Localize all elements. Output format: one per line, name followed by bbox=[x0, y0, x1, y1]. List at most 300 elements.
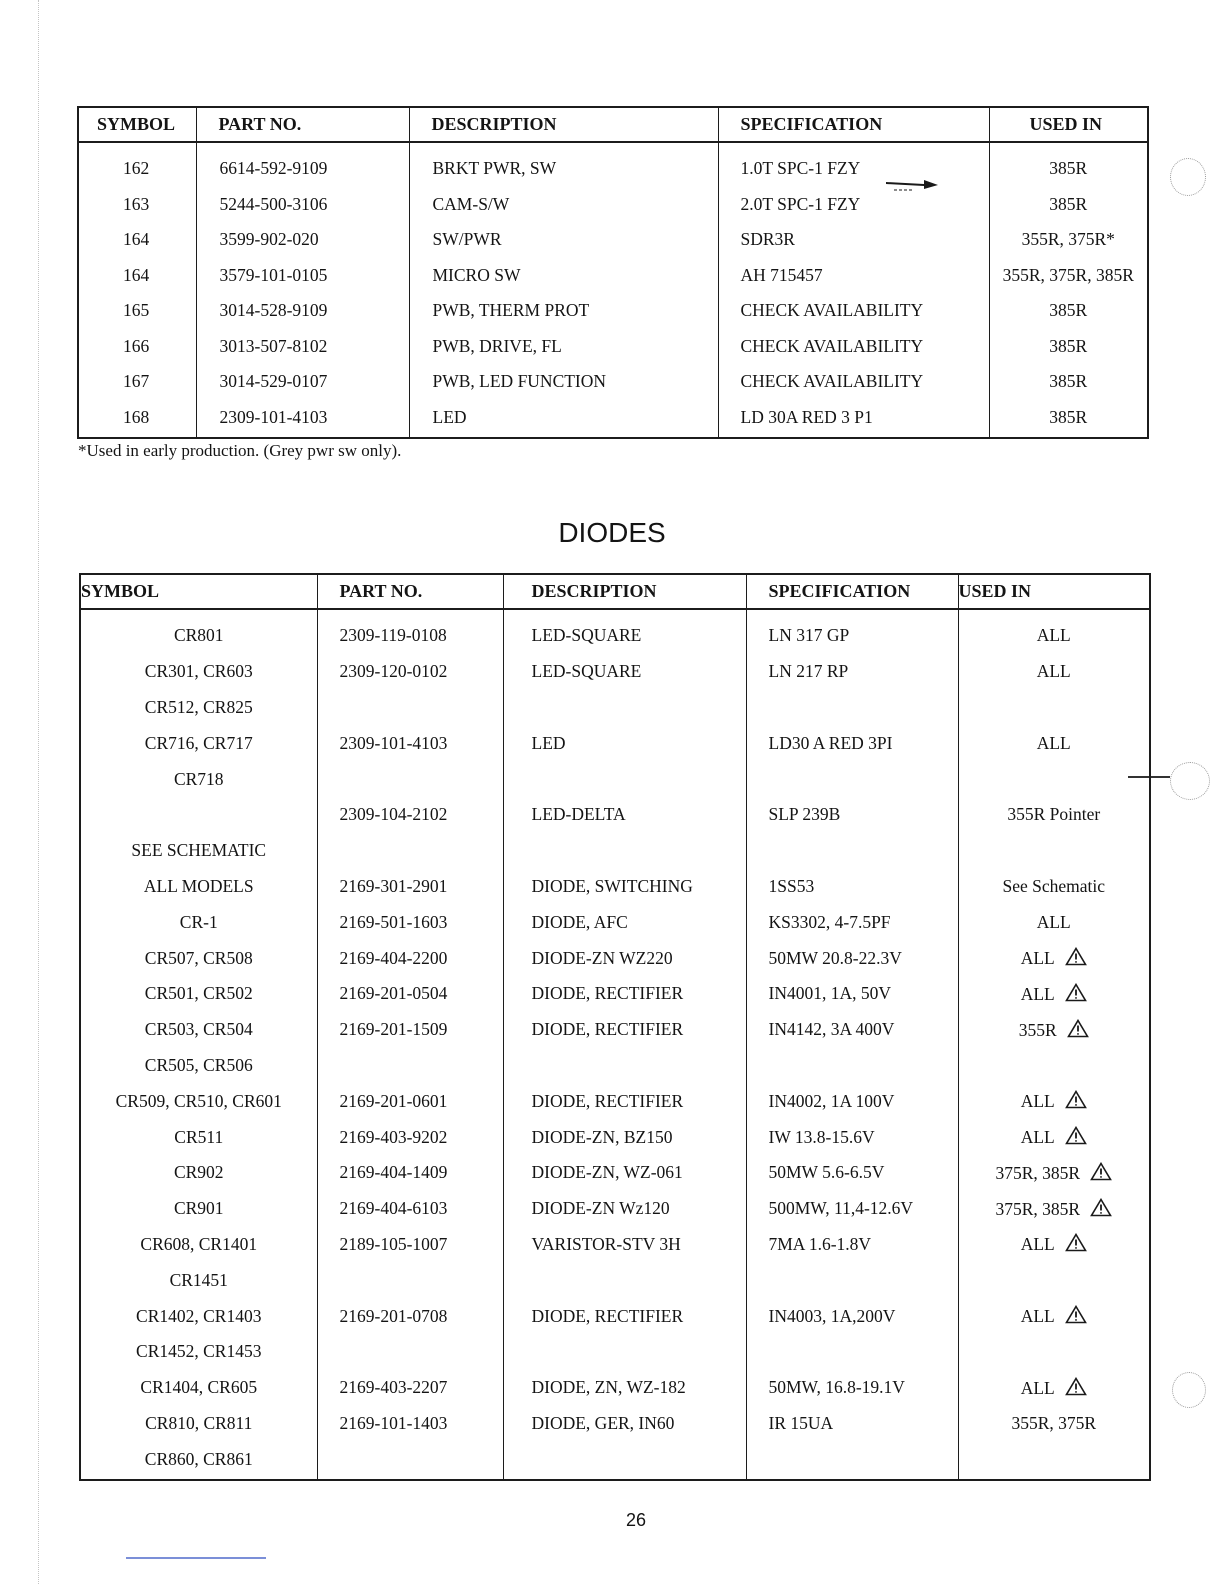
table-row bbox=[80, 1012, 1150, 1048]
cell-text: IN4001, 1A, 50V bbox=[768, 983, 891, 1004]
cell-text: 375R, 385R bbox=[995, 1162, 1081, 1183]
cell-text: 2169-201-1509 bbox=[339, 1019, 448, 1040]
warning-triangle-icon bbox=[1065, 947, 1087, 966]
table-cell bbox=[503, 654, 746, 690]
column-header: PART NO. bbox=[196, 107, 409, 142]
table-cell bbox=[503, 1191, 746, 1227]
table-row bbox=[80, 1191, 1150, 1227]
table-cell bbox=[80, 869, 317, 905]
table-cell bbox=[989, 293, 1148, 329]
cell-text: 355R, 375R* bbox=[1021, 229, 1115, 250]
table-row bbox=[78, 293, 1148, 329]
cell-text: 162 bbox=[123, 158, 150, 179]
cell-text: 2309-104-2102 bbox=[339, 804, 448, 825]
cell-text: 50MW 20.8-22.3V bbox=[768, 947, 902, 968]
cell-text: DIODE, RECTIFIER bbox=[531, 1090, 684, 1111]
cell-text: DIODE, RECTIFIER bbox=[531, 1019, 684, 1040]
cell-text: CR860, CR861 bbox=[144, 1448, 253, 1469]
table-cell bbox=[958, 1262, 1150, 1298]
table-cell bbox=[317, 1227, 503, 1263]
table-cell bbox=[958, 1370, 1150, 1406]
table-cell bbox=[317, 690, 503, 726]
cell-text: 2169-404-1409 bbox=[339, 1162, 448, 1183]
table-cell bbox=[503, 797, 746, 833]
warning-triangle-icon bbox=[1090, 1198, 1112, 1217]
table-cell bbox=[503, 1262, 746, 1298]
table-cell bbox=[503, 1406, 746, 1442]
table-cell bbox=[746, 1406, 958, 1442]
table-cell bbox=[196, 400, 409, 436]
table-row bbox=[80, 1441, 1150, 1477]
cell-text: ALL bbox=[1020, 1234, 1055, 1255]
table-cell bbox=[503, 833, 746, 869]
warning-triangle-icon bbox=[1065, 1126, 1087, 1145]
table-row bbox=[80, 761, 1150, 797]
diodes-table-body bbox=[80, 609, 1150, 1480]
table-cell bbox=[958, 797, 1150, 833]
table-cell bbox=[317, 1012, 503, 1048]
cell-text: PWB, LED FUNCTION bbox=[432, 371, 607, 392]
cell-text: DIODE-ZN WZ220 bbox=[531, 947, 673, 968]
cell-text: ALL MODELS bbox=[143, 875, 254, 896]
cell-text: 50MW, 16.8-19.1V bbox=[768, 1377, 905, 1398]
table-cell bbox=[409, 400, 718, 436]
table-cell bbox=[317, 797, 503, 833]
column-header: PART NO. bbox=[317, 574, 503, 609]
table-cell bbox=[958, 1155, 1150, 1191]
table-cell bbox=[80, 797, 317, 833]
column-header: USED IN bbox=[958, 574, 1150, 609]
cell-text: CR716, CR717 bbox=[144, 732, 253, 753]
table-cell bbox=[746, 940, 958, 976]
cell-text: 385R bbox=[1049, 193, 1088, 214]
table-cell bbox=[78, 187, 196, 223]
table-cell bbox=[317, 618, 503, 654]
cell-text: 2309-119-0108 bbox=[339, 625, 447, 646]
table-cell bbox=[80, 1083, 317, 1119]
table-cell bbox=[958, 976, 1150, 1012]
table-cell bbox=[989, 258, 1148, 294]
table-cell bbox=[80, 904, 317, 940]
table-cell bbox=[958, 869, 1150, 905]
cell-text: VARISTOR-STV 3H bbox=[531, 1233, 681, 1254]
table-cell bbox=[317, 1155, 503, 1191]
table-cell bbox=[958, 690, 1150, 726]
table-cell bbox=[503, 940, 746, 976]
table-cell bbox=[958, 1012, 1150, 1048]
table-cell bbox=[746, 904, 958, 940]
cell-text: 2169-201-0601 bbox=[339, 1090, 448, 1111]
scan-hole-mark bbox=[1170, 762, 1210, 800]
table-cell bbox=[746, 1441, 958, 1477]
table-cell bbox=[503, 976, 746, 1012]
table-cell bbox=[746, 1191, 958, 1227]
cell-text: IW 13.8-15.6V bbox=[768, 1126, 875, 1147]
table-row bbox=[80, 725, 1150, 761]
table-cell bbox=[80, 1441, 317, 1477]
table-cell bbox=[80, 1262, 317, 1298]
table-cell bbox=[78, 400, 196, 436]
cell-text: CR505, CR506 bbox=[144, 1054, 253, 1075]
table-cell bbox=[989, 151, 1148, 187]
cell-text: 385R bbox=[1049, 371, 1088, 392]
scan-rule bbox=[126, 1557, 266, 1559]
table-cell bbox=[317, 940, 503, 976]
table-row bbox=[80, 940, 1150, 976]
table-row bbox=[78, 151, 1148, 187]
cell-text: IN4002, 1A 100V bbox=[768, 1090, 895, 1111]
table-cell bbox=[317, 904, 503, 940]
table-cell bbox=[989, 400, 1148, 436]
table-cell bbox=[503, 725, 746, 761]
table-cell bbox=[317, 1334, 503, 1370]
cell-text: DIODE-ZN, BZ150 bbox=[531, 1126, 673, 1147]
table-cell bbox=[746, 976, 958, 1012]
column-header: SPECIFICATION bbox=[718, 107, 989, 142]
cell-text: 3014-528-9109 bbox=[219, 300, 328, 321]
table-cell bbox=[80, 1155, 317, 1191]
table-cell bbox=[80, 940, 317, 976]
cell-text: 2.0T SPC-1 FZY bbox=[740, 193, 861, 214]
cell-text: 1.0T SPC-1 FZY bbox=[740, 158, 861, 179]
table-cell bbox=[80, 1227, 317, 1263]
cell-text: DIODE, AFC bbox=[531, 911, 628, 932]
cell-text: 50MW 5.6-6.5V bbox=[768, 1162, 885, 1183]
cell-text: CR507, CR508 bbox=[144, 947, 253, 968]
table-cell bbox=[503, 869, 746, 905]
column-header: DESCRIPTION bbox=[409, 107, 718, 142]
table-cell bbox=[989, 222, 1148, 258]
cell-text: CR501, CR502 bbox=[144, 983, 253, 1004]
diodes-table bbox=[79, 573, 1151, 1481]
table-cell bbox=[746, 1048, 958, 1084]
table-cell bbox=[78, 364, 196, 400]
table-cell bbox=[746, 654, 958, 690]
arrow-right-icon bbox=[884, 176, 940, 192]
table-row bbox=[80, 1048, 1150, 1084]
table-cell bbox=[746, 1370, 958, 1406]
table-row bbox=[78, 222, 1148, 258]
cell-text: 2309-120-0102 bbox=[339, 661, 448, 682]
table-cell bbox=[196, 151, 409, 187]
cell-text: 164 bbox=[123, 264, 150, 285]
table-cell bbox=[317, 654, 503, 690]
table-cell bbox=[317, 1119, 503, 1155]
cell-text: 2309-101-4103 bbox=[339, 732, 448, 753]
page-number: 26 bbox=[625, 1510, 647, 1530]
table-cell bbox=[718, 222, 989, 258]
scan-margin bbox=[0, 0, 39, 1584]
table-cell bbox=[746, 1155, 958, 1191]
table-row bbox=[80, 1406, 1150, 1442]
table-cell bbox=[503, 1298, 746, 1334]
table-cell bbox=[503, 690, 746, 726]
table-cell bbox=[503, 1083, 746, 1119]
table-cell bbox=[958, 1406, 1150, 1442]
cell-text: CR1452, CR1453 bbox=[136, 1341, 262, 1362]
cell-text: CR1451 bbox=[169, 1269, 228, 1290]
table-cell bbox=[317, 869, 503, 905]
scan-hole-mark bbox=[1172, 1372, 1206, 1408]
cell-text: DIODE, RECTIFIER bbox=[531, 983, 684, 1004]
cell-text: 3014-529-0107 bbox=[219, 371, 328, 392]
table-cell bbox=[718, 151, 989, 187]
parts-table bbox=[77, 106, 1149, 439]
table-cell bbox=[503, 761, 746, 797]
table-cell bbox=[958, 1334, 1150, 1370]
table-cell bbox=[317, 1048, 503, 1084]
table-cell bbox=[78, 151, 196, 187]
cell-text: 166 bbox=[123, 335, 150, 356]
table-cell bbox=[196, 222, 409, 258]
table-cell bbox=[317, 1370, 503, 1406]
table-cell bbox=[80, 654, 317, 690]
cell-text: ALL bbox=[1036, 661, 1071, 682]
cell-text: IN4142, 3A 400V bbox=[768, 1019, 895, 1040]
table-cell bbox=[196, 329, 409, 365]
cell-text: KS3302, 4-7.5PF bbox=[768, 911, 891, 932]
table-row bbox=[80, 1262, 1150, 1298]
cell-text: CR902 bbox=[173, 1162, 224, 1183]
cell-text: 5244-500-3106 bbox=[219, 193, 328, 214]
table-cell bbox=[80, 725, 317, 761]
column-header: DESCRIPTION bbox=[503, 574, 746, 609]
cell-text: CR608, CR1401 bbox=[140, 1233, 258, 1254]
table-cell bbox=[746, 1227, 958, 1263]
cell-text: 1SS53 bbox=[768, 875, 815, 896]
table-cell bbox=[409, 187, 718, 223]
table-row bbox=[80, 869, 1150, 905]
cell-text: ALL bbox=[1020, 1091, 1055, 1112]
cell-text: 355R Pointer bbox=[1007, 804, 1101, 825]
column-header: USED IN bbox=[989, 107, 1148, 142]
cell-text: 2169-101-1403 bbox=[339, 1412, 448, 1433]
table-cell bbox=[746, 1119, 958, 1155]
cell-text: 2169-201-0504 bbox=[339, 983, 448, 1004]
table-cell bbox=[746, 833, 958, 869]
table-cell bbox=[503, 1441, 746, 1477]
cell-text: 2169-403-9202 bbox=[339, 1126, 448, 1147]
warning-triangle-icon bbox=[1065, 1233, 1087, 1252]
cell-text: 165 bbox=[123, 300, 150, 321]
cell-text: CR801 bbox=[173, 625, 224, 646]
cell-text: 167 bbox=[123, 371, 150, 392]
table-cell bbox=[746, 725, 958, 761]
warning-triangle-icon bbox=[1067, 1019, 1089, 1038]
table-cell bbox=[746, 618, 958, 654]
table-row bbox=[80, 1370, 1150, 1406]
table-cell bbox=[503, 1370, 746, 1406]
table-row bbox=[78, 400, 1148, 436]
table-cell bbox=[317, 1191, 503, 1227]
cell-text: ALL bbox=[1020, 948, 1055, 969]
table-cell bbox=[718, 400, 989, 436]
parts-table-body bbox=[78, 142, 1148, 438]
table-cell bbox=[317, 1262, 503, 1298]
cell-text: IR 15UA bbox=[768, 1412, 834, 1433]
cell-text: 2169-404-6103 bbox=[339, 1198, 448, 1219]
table-cell bbox=[196, 258, 409, 294]
table-cell bbox=[80, 1298, 317, 1334]
cell-text: CR718 bbox=[173, 768, 224, 789]
table-cell bbox=[80, 618, 317, 654]
table-cell bbox=[409, 293, 718, 329]
table-cell bbox=[958, 1191, 1150, 1227]
cell-text: CR1404, CR605 bbox=[140, 1377, 258, 1398]
table-row bbox=[80, 1298, 1150, 1334]
cell-text: SDR3R bbox=[740, 229, 795, 250]
cell-text: 6614-592-9109 bbox=[219, 158, 328, 179]
cell-text: CHECK AVAILABILITY bbox=[740, 371, 924, 392]
cell-text: CAM-S/W bbox=[432, 193, 510, 214]
table-cell bbox=[317, 1441, 503, 1477]
table-cell bbox=[503, 618, 746, 654]
table-cell bbox=[80, 1048, 317, 1084]
table-row bbox=[80, 654, 1150, 690]
table-cell bbox=[409, 329, 718, 365]
column-header: SYMBOL bbox=[78, 107, 196, 142]
table-row bbox=[80, 797, 1150, 833]
table-cell bbox=[80, 761, 317, 797]
warning-triangle-icon bbox=[1065, 1305, 1087, 1324]
table-cell bbox=[80, 1119, 317, 1155]
cell-text: BRKT PWR, SW bbox=[432, 158, 557, 179]
cell-text: 2169-404-2200 bbox=[339, 947, 448, 968]
cell-text: LED bbox=[531, 732, 566, 753]
cell-text: ALL bbox=[1020, 1127, 1055, 1148]
cell-text: DIODE, SWITCHING bbox=[531, 875, 693, 896]
cell-text: ALL bbox=[1020, 983, 1055, 1004]
cell-text: SEE SCHEMATIC bbox=[131, 840, 267, 861]
table-cell bbox=[78, 222, 196, 258]
cell-text: 385R bbox=[1049, 335, 1088, 356]
cell-text: 375R, 385R bbox=[995, 1198, 1081, 1219]
table-row bbox=[78, 258, 1148, 294]
table-cell bbox=[80, 1012, 317, 1048]
table-cell bbox=[409, 151, 718, 187]
table-cell bbox=[80, 976, 317, 1012]
cell-text: CR509, CR510, CR601 bbox=[115, 1090, 282, 1111]
table-cell bbox=[746, 1262, 958, 1298]
cell-text: DIODE-ZN, WZ-061 bbox=[531, 1162, 683, 1183]
table-cell bbox=[958, 1298, 1150, 1334]
cell-text: 385R bbox=[1049, 300, 1088, 321]
column-header: SPECIFICATION bbox=[746, 574, 958, 609]
cell-text: ALL bbox=[1036, 732, 1071, 753]
cell-text: 385R bbox=[1049, 158, 1088, 179]
table-cell bbox=[503, 1048, 746, 1084]
table-cell bbox=[80, 1191, 317, 1227]
cell-text: 164 bbox=[123, 229, 150, 250]
table-cell bbox=[317, 833, 503, 869]
table-cell bbox=[503, 1334, 746, 1370]
cell-text: PWB, DRIVE, FL bbox=[432, 335, 562, 356]
table-cell bbox=[746, 1298, 958, 1334]
table-cell bbox=[718, 329, 989, 365]
table-cell bbox=[503, 1227, 746, 1263]
cell-text: DIODE, GER, IN60 bbox=[531, 1412, 675, 1433]
scan-hole-mark bbox=[1170, 158, 1206, 196]
cell-text: 355R, 375R bbox=[1011, 1412, 1097, 1433]
cell-text: 2169-501-1603 bbox=[339, 911, 448, 932]
cell-text: IN4003, 1A,200V bbox=[768, 1305, 896, 1326]
table-cell bbox=[409, 222, 718, 258]
table-cell bbox=[746, 1083, 958, 1119]
cell-text: 2309-101-4103 bbox=[219, 406, 328, 427]
table-cell bbox=[317, 1406, 503, 1442]
table-cell bbox=[746, 1012, 958, 1048]
table-cell bbox=[503, 1119, 746, 1155]
table-cell bbox=[958, 1048, 1150, 1084]
cell-text: DIODE, ZN, WZ-182 bbox=[531, 1377, 686, 1398]
cell-text: LED-SQUARE bbox=[531, 625, 642, 646]
table-cell bbox=[503, 904, 746, 940]
table-cell bbox=[78, 293, 196, 329]
cell-text: ALL bbox=[1020, 1377, 1055, 1398]
table-cell bbox=[958, 1441, 1150, 1477]
table-cell bbox=[409, 364, 718, 400]
cell-text: 7MA 1.6-1.8V bbox=[768, 1233, 872, 1254]
table-cell bbox=[958, 618, 1150, 654]
table-cell bbox=[196, 364, 409, 400]
cell-text: LN 317 GP bbox=[768, 625, 850, 646]
table-row bbox=[80, 1155, 1150, 1191]
table-cell bbox=[958, 833, 1150, 869]
table-cell bbox=[958, 1227, 1150, 1263]
cell-text: CHECK AVAILABILITY bbox=[740, 300, 924, 321]
table-cell bbox=[317, 1083, 503, 1119]
table-header-row bbox=[80, 574, 1150, 609]
cell-text: LED bbox=[432, 406, 467, 427]
table-row bbox=[80, 1227, 1150, 1263]
table-cell bbox=[78, 258, 196, 294]
cell-text: LN 217 RP bbox=[768, 661, 849, 682]
cell-text: ALL bbox=[1020, 1306, 1055, 1327]
cell-text: 2189-105-1007 bbox=[339, 1233, 448, 1254]
table-cell bbox=[80, 1370, 317, 1406]
cell-text: ALL bbox=[1036, 911, 1071, 932]
cell-text: CR512, CR825 bbox=[144, 696, 253, 717]
table-cell bbox=[989, 187, 1148, 223]
table-cell bbox=[317, 761, 503, 797]
table-cell bbox=[317, 976, 503, 1012]
cell-text: DIODE-ZN Wz120 bbox=[531, 1198, 670, 1219]
table-row bbox=[80, 618, 1150, 654]
warning-triangle-icon bbox=[1090, 1162, 1112, 1181]
cell-text: AH 715457 bbox=[740, 264, 823, 285]
cell-text: MICRO SW bbox=[432, 264, 521, 285]
cell-text: CR503, CR504 bbox=[144, 1019, 253, 1040]
table-row bbox=[78, 329, 1148, 365]
table-cell bbox=[503, 1155, 746, 1191]
cell-text: CR511 bbox=[174, 1126, 224, 1147]
cell-text: 2169-201-0708 bbox=[339, 1305, 448, 1326]
cell-text: 385R bbox=[1049, 406, 1088, 427]
column-header: SYMBOL bbox=[80, 574, 317, 609]
cell-text: LD 30A RED 3 P1 bbox=[740, 406, 873, 427]
table-cell bbox=[718, 364, 989, 400]
cell-text: 2169-301-2901 bbox=[339, 875, 448, 896]
cell-text: See Schematic bbox=[1002, 875, 1106, 896]
table-cell bbox=[503, 1012, 746, 1048]
cell-text: 163 bbox=[123, 193, 150, 214]
table-cell bbox=[409, 258, 718, 294]
table-cell bbox=[746, 761, 958, 797]
table-cell bbox=[746, 1334, 958, 1370]
table-cell bbox=[989, 329, 1148, 365]
table-row bbox=[78, 187, 1148, 223]
table-cell bbox=[78, 329, 196, 365]
